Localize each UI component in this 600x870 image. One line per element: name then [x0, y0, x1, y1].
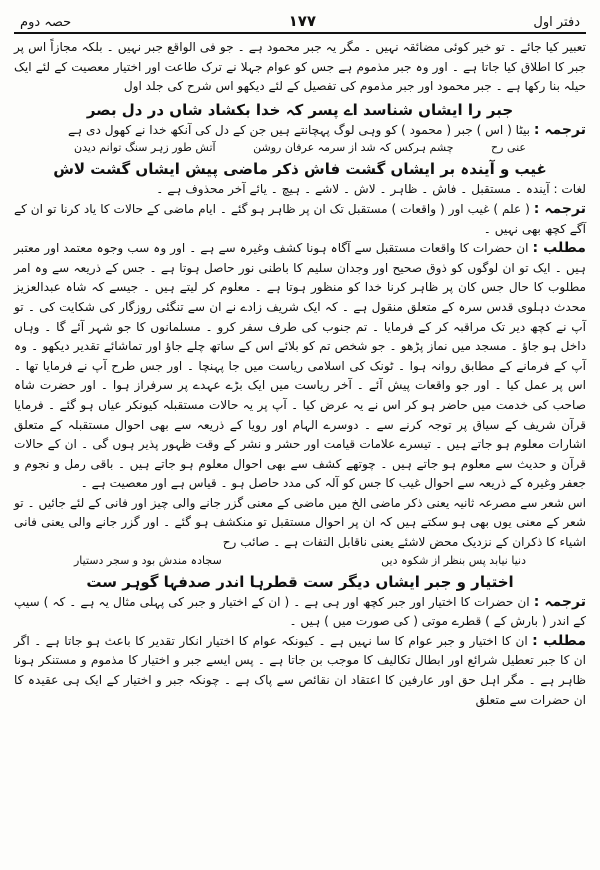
header-right: دفتر اول [533, 15, 580, 30]
quoted-couplet-1 [14, 140, 586, 156]
explanation-label: مطلب : [532, 632, 586, 649]
explanation-label: مطلب : [532, 240, 586, 257]
couplet-line-2: آتش طور زہر سنگ توانم دیدن [74, 141, 216, 155]
translation-label: ترجمہ : [533, 200, 586, 217]
vocabulary-note: لغات : آیندہ ۔ مستقبل ۔ فاش ۔ ظاہر ۔ لاش ۔ لاشے ۔ ہیچ ۔ یائے آخر محذوف ہے ۔ [156, 182, 586, 197]
couplet-line-1: دنیا نیابد پس بنظر از شکوہ دیں [381, 553, 526, 567]
explanation-2 [14, 632, 586, 710]
couplet-line-1: چشم ہرکس کہ شد از سرمہ عرفان روشن [253, 141, 454, 155]
page-header [14, 6, 586, 34]
explanation-text: ان حضرات کا واقعات مستقبل سے آگاہ ہونا کشف وغیرہ سے ہے ۔ اور وہ سب وجوہ معتمد اور معتبر ہیں ۔ ایک تو ان لوگوں کو ذوق صحیح اور وجدان سلیم کا باطنی نور حاصل ہوتا ہے ۔ جس کے ذریعہ سے وہ امر مطلوب کا حال جس کان پر ظاہر کرنا خدا کو منظور ہوتا ہے ۔ معلوم کر لیتے ہیں ۔ جیسے کہ شاہ عبدالعزیز محدث دہلوی قدس سرہ کے متعلق منقول ہے ۔ کہ ایک شریف زادے نے ان سے تنگئی روزگار کی شکایت کی ۔ تو آپ نے کچھ دیر تک مراقبہ کر کے فرمایا ۔ تم جنوب کی طرف سفر کرو ۔ مسلمانوں کا جو شہر آئے گا ۔ وہاں داخل ہو جاؤ ۔ مسجد میں نماز پڑھو ۔ جو شخص تم کو بلائے اس کے ساتھ چلے جاؤ اور تماشائے تقدیر دیکھو ۔ وہ آپ کے فرمانے کے مطابق روانہ ہوا ۔ ٹونک کی اسلامی ریاست میں جا پہنچا ۔ اور جس طرح آپ نے فرمایا تھا ۔ اس پر عمل کیا ۔ اور جو واقعات پیش آئے ۔ آخر ریاست میں ایک بڑے عہدے پر سرفراز ہوا ۔ اور حضرت شاہ صاحب کی خدمت میں حاضر ہو کر اس نے یہ عرض کیا ۔ آپ پر یہ حالات مستقبلہ کیونکر عیاں ہو گئے ۔ فرمایا قرآن شریف کے سیاق پر توجہ کرنے سے ۔ دوسرے الہام اور رویا کے ذریعہ سے بھی احوال مستقبلہ کے متعلق اشارات معلوم ہو جاتے ہیں ۔ تیسرے علامات قیامت اور حشر و نشر کے وقت ظہور پذیر ہوں گی ۔ ان کے حالات قرآن و حدیث سے معلوم ہو جاتے ہیں ۔ چوتھے کشف سے بھی احوال معلوم ہو جاتے ہیں ۔ باقی رمل و نجوم و جعفر وغیرہ کے ذریعہ سے احوال غیب کا جس کو آلہ کی مدد حاصل ہو ۔ قیاس ہے اور معصیت ہے ۔ [14, 241, 586, 491]
explanation-text: ان کا اختیار و جبر عوام کا سا نہیں ہے ۔ کیونکہ عوام کا اختیار انکار تقدیر کا باعث ہو جاتا ہے ۔ اگر ان کا جبر تعطیل شرائع اور ابطال تکالیف کا موجب بن جاتا ہے ۔ پس ایسے جبر و اختیار کا مذموم و مستنکر ہونا ظاہر ہے ۔ مگر اہل حق اور عارفین کا اعتقاد ان نقائص سے پاک ہے ۔ چونکہ جبر و اختیار کے ایک ہی عقیدہ کا ان حضرات سے متعلق [14, 633, 586, 707]
paragraph-intro: تعبیر کیا جائے ۔ تو خیر کوئی مضائقہ نہیں ۔ مگر یہ جبر محمود ہے ۔ جو فی الواقع جبر نہیں ۔ بلکہ مجازاً اس پر جبر کا اطلاق کیا جاتا ہے ۔ اور وہ جبر مذموم ہے جس کو عوام جہلا نے ترک طاعت اور اختیار معصیت کے لئے ایک حیلہ بنا رکھا ہے ۔ جبر محمود اور جبر مذموم کی تفصیل کے لئے دیکھو اس شرح کی جلد اول [14, 40, 586, 94]
page-body [14, 38, 586, 710]
explanation-1 [14, 239, 586, 494]
translation-label: ترجمہ : [533, 121, 586, 138]
paragraph-2: اس شعر سے مصرعہ ثانیہ یعنی ذکر ماضی الخ میں ماضی کے معنی گزر جانے والی چیز اور فانی کے لئے جائیں ۔ تو شعر کے معنی یوں بھی ہو سکتے ہیں کہ ان پر احوال مستقبل تو منکشف ہو گئے ۔ اور گزر جانے والی یعنی فانی اشیاء کا ذکران کے نزدیک محض لاشئے یعنی ناقابل التفات ہے ۔ صائب رح [14, 495, 586, 550]
header-left: حصہ دوم [20, 15, 72, 30]
translation-label: ترجمہ : [533, 593, 586, 610]
verse-heading-1: جبر را ایشاں شناسد اے پسر کہ خدا بکشاد شاں در دل بصر [86, 100, 514, 119]
verse-heading-2: غیب و آیندہ بر ایشاں گشت فاش ذکر ماضی پیش ایشاں گشت لاش [53, 160, 547, 179]
verse-heading-3: اختیار و جبر ایشاں دیگر ست قطرہا اندر صدفہا گوہر ست [86, 572, 514, 591]
translation-text: ( علم ) غیب اور ( واقعات ) مستقبل تک ان پر ظاہر ہو گئے ۔ ایام ماضی کے حالات کا یاد کرنا تو ان کے آگے کچھ بھی نہیں ۔ [14, 201, 586, 236]
quoted-couplet-2 [14, 553, 586, 569]
translation-2 [14, 200, 586, 239]
couplet-line-2: سجادہ مندش بود و سجر دستیار [74, 553, 222, 567]
translation-text: بیٹا ( اس ) جبر ( محمود ) کو وہی لوگ پہچانتے ہیں جن کے دل کی آنکھ خدا نے کھول دی ہے [68, 122, 531, 137]
page-number: ۱۷۷ [288, 12, 317, 30]
translation-1 [14, 121, 586, 141]
couplet-attribution: عنی رح [491, 141, 526, 155]
translation-3 [14, 593, 586, 632]
translation-text: ان حضرات کا اختیار اور جبر کچھ اور ہی ہے ۔ ( ان کے اختیار و جبر کی پہلی مثال یہ ہے ۔ کہ ) سیپ کے اندر ( بارش کے ) قطرے موتی ( کی صورت میں ) ہیں ۔ [14, 594, 586, 629]
